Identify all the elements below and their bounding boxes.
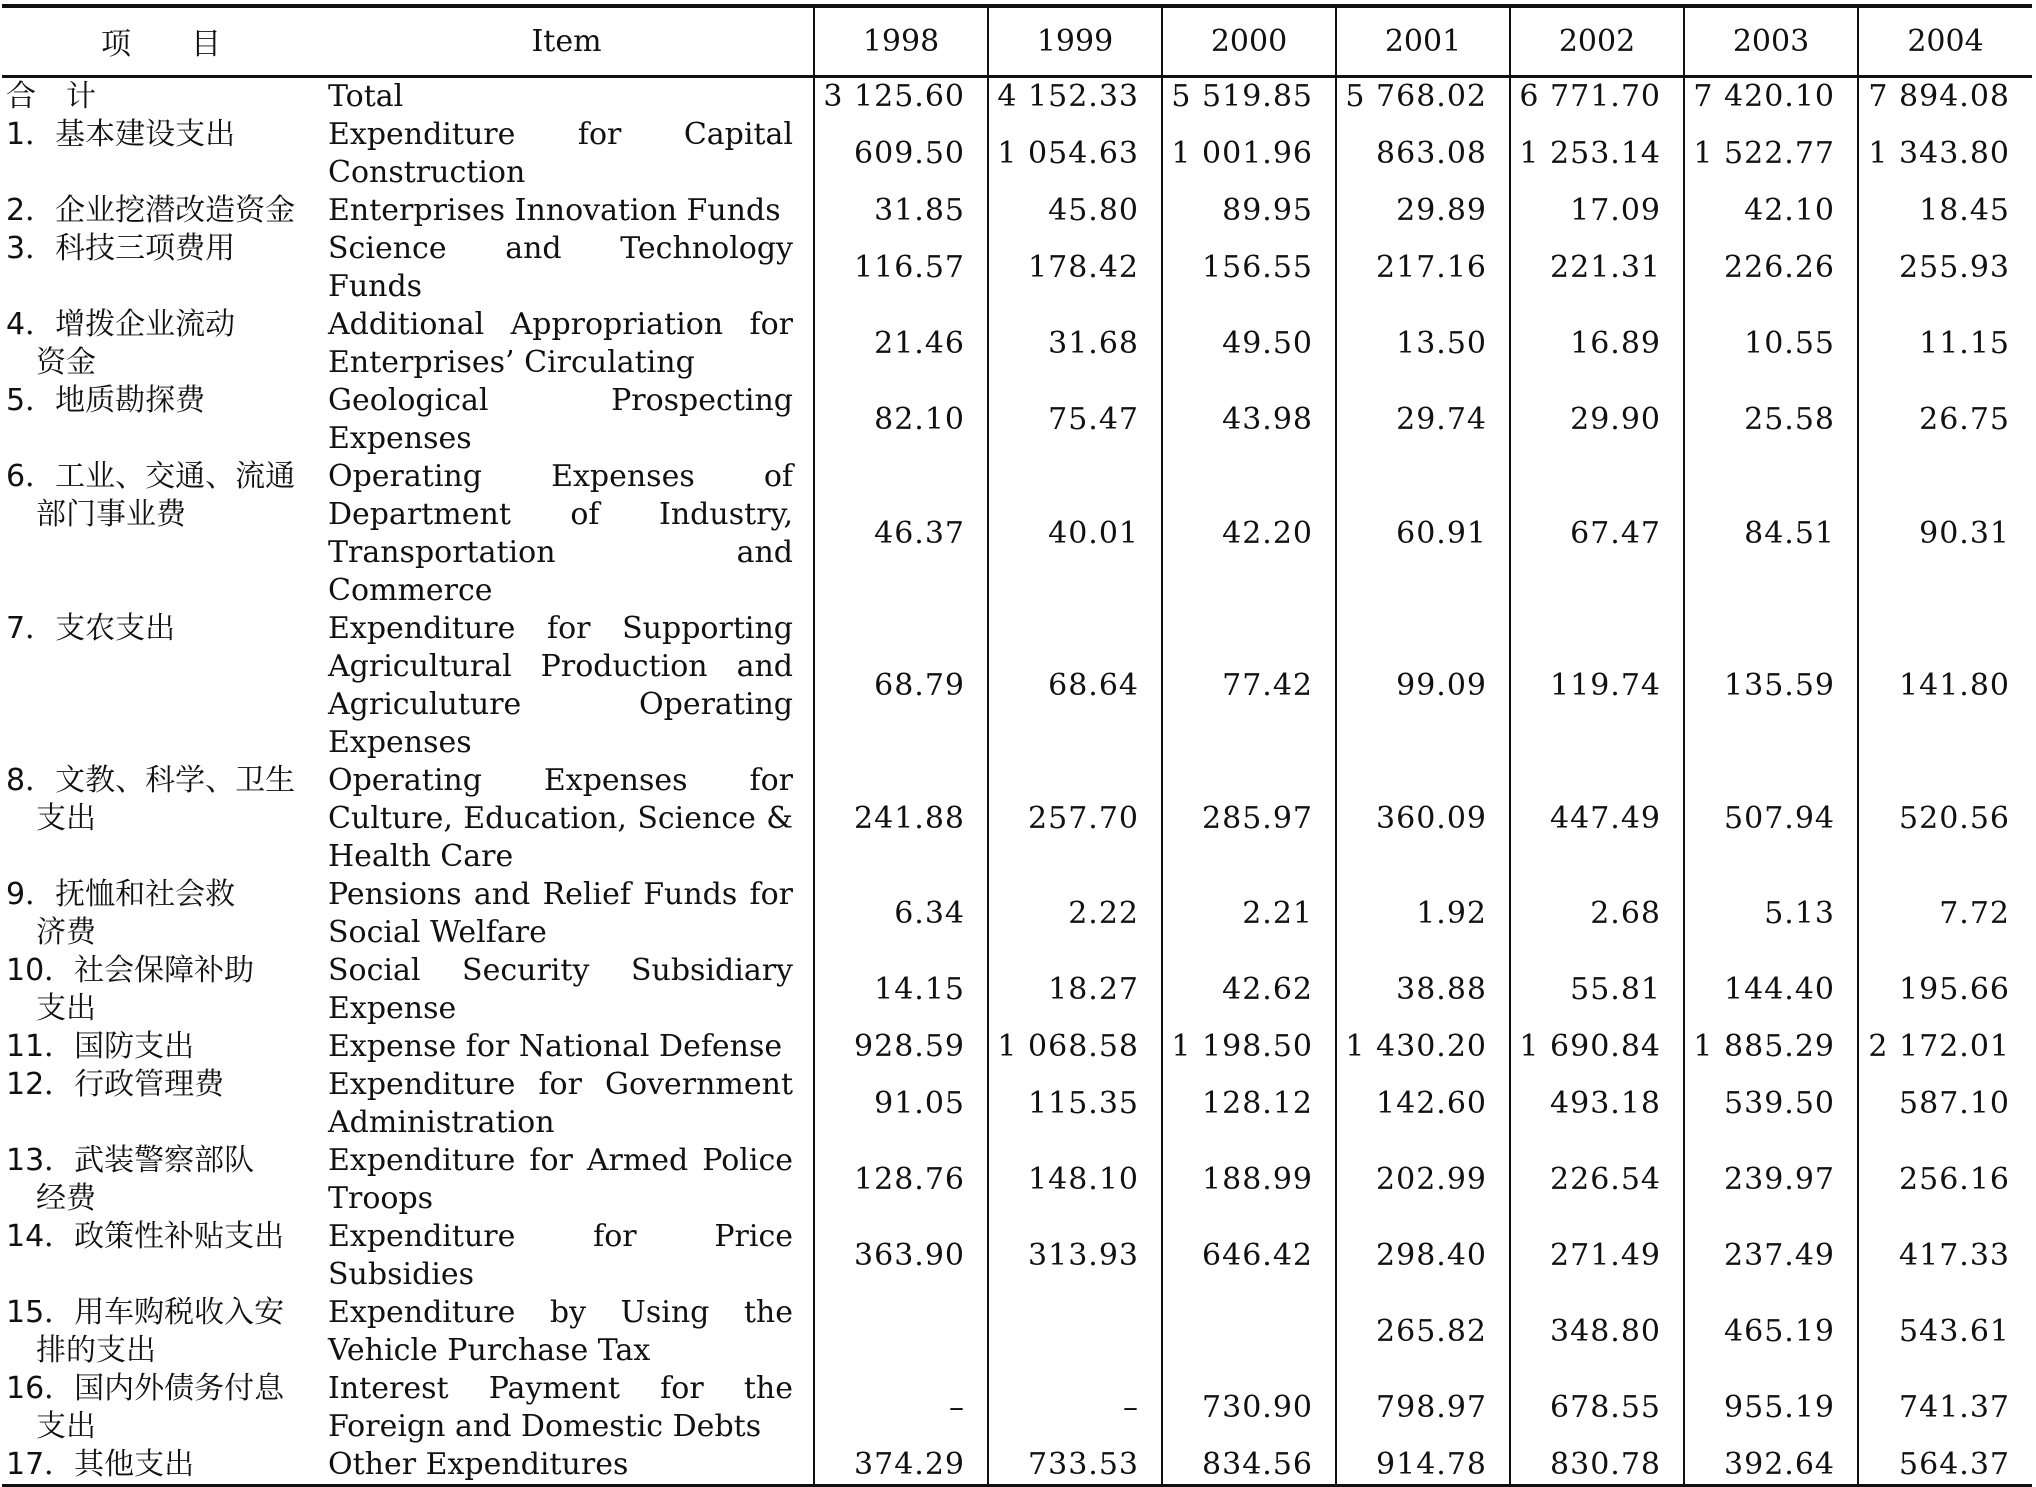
row-label-chinese [2, 952, 320, 1028]
table-row [2, 230, 2032, 306]
row-label-english [320, 610, 814, 762]
table-body [2, 76, 2032, 1485]
row-label-chinese-text: 17．其他支出 [6, 1446, 195, 1482]
row-label-english [320, 458, 814, 610]
table-row [2, 876, 2032, 952]
value-cell: 1 885.29 [1684, 1028, 1858, 1066]
value-cell: 21.46 [814, 306, 988, 382]
table-row [2, 1218, 2032, 1294]
row-label-english-text: Other Expenditures [328, 1446, 629, 1482]
row-label-chinese [2, 1218, 320, 1294]
value-cell: 1 343.80 [1858, 116, 2032, 192]
value-cell: 733.53 [988, 1446, 1162, 1486]
row-label-chinese [2, 1066, 320, 1142]
header-year: 2000 [1162, 6, 1336, 76]
value-cell: 31.85 [814, 192, 988, 230]
row-label-chinese [2, 306, 320, 382]
row-label-chinese-text: 2．企业挖潜改造资金 [6, 192, 296, 228]
value-cell: 11.15 [1858, 306, 2032, 382]
row-label-chinese [2, 1294, 320, 1370]
value-cell: 5.13 [1684, 876, 1858, 952]
value-cell: 178.42 [988, 230, 1162, 306]
value-cell: 17.09 [1510, 192, 1684, 230]
value-cell: 507.94 [1684, 762, 1858, 876]
row-label-chinese [2, 1142, 320, 1218]
value-cell: 128.76 [814, 1142, 988, 1218]
row-label-chinese [2, 1446, 320, 1486]
value-cell: 374.29 [814, 1446, 988, 1486]
value-cell: 271.49 [1510, 1218, 1684, 1294]
value-cell [814, 1294, 988, 1370]
header-year: 2001 [1336, 6, 1510, 76]
table-row [2, 306, 2032, 382]
row-label-english-text: Expenditure for Government Administration [328, 1066, 793, 1140]
value-cell: 298.40 [1336, 1218, 1510, 1294]
value-cell: 135.59 [1684, 610, 1858, 762]
row-label-chinese-text: 16．国内外债务付息 支出 [6, 1370, 285, 1444]
value-cell: 202.99 [1336, 1142, 1510, 1218]
row-label-english [320, 952, 814, 1028]
table-row [2, 382, 2032, 458]
value-cell: 417.33 [1858, 1218, 2032, 1294]
value-cell: 38.88 [1336, 952, 1510, 1028]
row-label-english [320, 876, 814, 952]
row-label-english [320, 306, 814, 382]
value-cell: 75.47 [988, 382, 1162, 458]
value-cell: 128.12 [1162, 1066, 1336, 1142]
value-cell: 1 054.63 [988, 116, 1162, 192]
value-cell: 265.82 [1336, 1294, 1510, 1370]
value-cell: 29.74 [1336, 382, 1510, 458]
header-year: 1999 [988, 6, 1162, 76]
value-cell: 587.10 [1858, 1066, 2032, 1142]
table-row [2, 458, 2032, 610]
row-label-chinese [2, 1370, 320, 1446]
value-cell: 42.62 [1162, 952, 1336, 1028]
value-cell: 646.42 [1162, 1218, 1336, 1294]
row-label-english [320, 1142, 814, 1218]
row-label-chinese [2, 382, 320, 458]
row-label-english-text: Science and Technology Funds [328, 230, 793, 304]
row-label-english [320, 1028, 814, 1066]
table-row [2, 1066, 2032, 1142]
value-cell: 25.58 [1684, 382, 1858, 458]
row-label-english [320, 762, 814, 876]
header-row [2, 6, 2032, 76]
header-item: Item [320, 6, 814, 76]
value-cell: 40.01 [988, 458, 1162, 610]
header-project: 项 目 [2, 6, 320, 76]
value-cell: 10.55 [1684, 306, 1858, 382]
row-label-english-text: Pensions and Relief Funds for Social Welfare [328, 876, 793, 950]
row-label-chinese-text: 13．武装警察部队 经费 [6, 1142, 255, 1216]
value-cell: 1 690.84 [1510, 1028, 1684, 1066]
row-label-english [320, 1218, 814, 1294]
value-cell: 82.10 [814, 382, 988, 458]
value-cell [988, 1294, 1162, 1370]
value-cell: 188.99 [1162, 1142, 1336, 1218]
value-cell: 7.72 [1858, 876, 2032, 952]
value-cell: 830.78 [1510, 1446, 1684, 1486]
row-label-chinese-text: 7．支农支出 [6, 610, 176, 646]
value-cell: 798.97 [1336, 1370, 1510, 1446]
value-cell: 7 894.08 [1858, 76, 2032, 116]
value-cell: 741.37 [1858, 1370, 2032, 1446]
value-cell: 1 430.20 [1336, 1028, 1510, 1066]
row-label-chinese [2, 610, 320, 762]
value-cell: 60.91 [1336, 458, 1510, 610]
value-cell: 1 522.77 [1684, 116, 1858, 192]
expenditure-table [2, 4, 2032, 1487]
row-label-chinese [2, 192, 320, 230]
row-label-english-text: Expense for National Defense [328, 1028, 783, 1064]
value-cell: 4 152.33 [988, 76, 1162, 116]
value-cell: 90.31 [1858, 458, 2032, 610]
row-label-english [320, 1370, 814, 1446]
row-label-english-text: Operating Expenses of Department of Industry, Transportation and Commerce [328, 458, 793, 608]
value-cell: 29.89 [1336, 192, 1510, 230]
value-cell: 313.93 [988, 1218, 1162, 1294]
value-cell: 115.35 [988, 1066, 1162, 1142]
table-row [2, 610, 2032, 762]
row-label-english [320, 76, 814, 116]
table-row [2, 1142, 2032, 1218]
value-cell: 14.15 [814, 952, 988, 1028]
row-label-chinese-text: 14．政策性补贴支出 [6, 1218, 285, 1254]
value-cell: 5 519.85 [1162, 76, 1336, 116]
value-cell: 116.57 [814, 230, 988, 306]
table-row [2, 1028, 2032, 1066]
value-cell: 67.47 [1510, 458, 1684, 610]
value-cell: 834.56 [1162, 1446, 1336, 1486]
value-cell: 520.56 [1858, 762, 2032, 876]
value-cell: 5 768.02 [1336, 76, 1510, 116]
value-cell: 141.80 [1858, 610, 2032, 762]
value-cell: 195.66 [1858, 952, 2032, 1028]
value-cell: 1 198.50 [1162, 1028, 1336, 1066]
value-cell: 285.97 [1162, 762, 1336, 876]
value-cell: 148.10 [988, 1142, 1162, 1218]
value-cell: 13.50 [1336, 306, 1510, 382]
row-label-english-text: Operating Expenses for Culture, Education, Science & Health Care [328, 762, 793, 874]
value-cell: 2.22 [988, 876, 1162, 952]
value-cell: 2.21 [1162, 876, 1336, 952]
value-cell: 89.95 [1162, 192, 1336, 230]
row-label-english [320, 192, 814, 230]
value-cell: 99.09 [1336, 610, 1510, 762]
row-label-english [320, 1066, 814, 1142]
value-cell: 84.51 [1684, 458, 1858, 610]
value-cell: 29.90 [1510, 382, 1684, 458]
row-label-chinese-text: 4．增拨企业流动 资金 [6, 306, 236, 380]
value-cell: 42.20 [1162, 458, 1336, 610]
row-label-chinese-text: 5．地质勘探费 [6, 382, 206, 418]
value-cell: 465.19 [1684, 1294, 1858, 1370]
value-cell: 45.80 [988, 192, 1162, 230]
value-cell: 3 125.60 [814, 76, 988, 116]
row-label-english-text: Geological Prospecting Expenses [328, 382, 793, 456]
value-cell: 255.93 [1858, 230, 2032, 306]
table-row [2, 1294, 2032, 1370]
value-cell: – [988, 1370, 1162, 1446]
row-label-english-text: Additional Appropriation for Enterprises’ Circulating [328, 306, 793, 380]
row-label-chinese-text: 11．国防支出 [6, 1028, 195, 1064]
row-label-chinese [2, 230, 320, 306]
row-label-english-text: Expenditure for Armed Police Troops [328, 1142, 793, 1216]
row-label-english-text: Expenditure by Using the Vehicle Purchase Tax [328, 1294, 793, 1368]
table-row [2, 1446, 2032, 1486]
value-cell: 77.42 [1162, 610, 1336, 762]
table-row [2, 952, 2032, 1028]
row-label-chinese-text: 6．工业、交通、流通 部门事业费 [6, 458, 296, 532]
value-cell: 1 253.14 [1510, 116, 1684, 192]
value-cell: 6 771.70 [1510, 76, 1684, 116]
value-cell: 68.79 [814, 610, 988, 762]
value-cell: 609.50 [814, 116, 988, 192]
value-cell: 928.59 [814, 1028, 988, 1066]
value-cell: 239.97 [1684, 1142, 1858, 1218]
value-cell: – [814, 1370, 988, 1446]
header-year: 2004 [1858, 6, 2032, 76]
row-label-chinese-text: 12．行政管理费 [6, 1066, 225, 1102]
value-cell: 18.27 [988, 952, 1162, 1028]
value-cell: 1.92 [1336, 876, 1510, 952]
value-cell: 2 172.01 [1858, 1028, 2032, 1066]
row-label-chinese [2, 762, 320, 876]
value-cell: 156.55 [1162, 230, 1336, 306]
value-cell: 678.55 [1510, 1370, 1684, 1446]
value-cell: 43.98 [1162, 382, 1336, 458]
value-cell: 49.50 [1162, 306, 1336, 382]
row-label-chinese [2, 458, 320, 610]
value-cell: 1 001.96 [1162, 116, 1336, 192]
row-label-english [320, 1446, 814, 1486]
value-cell: 392.64 [1684, 1446, 1858, 1486]
value-cell: 348.80 [1510, 1294, 1684, 1370]
value-cell: 257.70 [988, 762, 1162, 876]
row-label-english-text: Expenditure for Capital Construction [328, 116, 793, 190]
value-cell: 7 420.10 [1684, 76, 1858, 116]
value-cell: 863.08 [1336, 116, 1510, 192]
value-cell: 31.68 [988, 306, 1162, 382]
table-row [2, 192, 2032, 230]
value-cell: 217.16 [1336, 230, 1510, 306]
value-cell: 256.16 [1858, 1142, 2032, 1218]
value-cell: 955.19 [1684, 1370, 1858, 1446]
row-label-english [320, 1294, 814, 1370]
value-cell: 42.10 [1684, 192, 1858, 230]
table-row [2, 1370, 2032, 1446]
table-row [2, 76, 2032, 116]
row-label-chinese-text: 15．用车购税收入安 排的支出 [6, 1294, 285, 1368]
row-label-chinese-text: 9．抚恤和社会救 济费 [6, 876, 236, 950]
value-cell: 914.78 [1336, 1446, 1510, 1486]
row-label-chinese-text: 1．基本建设支出 [6, 116, 236, 152]
row-label-english-text: Interest Payment for the Foreign and Domestic Debts [328, 1370, 793, 1444]
value-cell: 730.90 [1162, 1370, 1336, 1446]
row-label-chinese [2, 1028, 320, 1066]
row-label-english-text: Expenditure for Price Subsidies [328, 1218, 793, 1292]
row-label-english-text: Total [328, 78, 404, 114]
row-label-english-text: Expenditure for Supporting Agricultural Production and Agriculuture Operating Expenses [328, 610, 793, 760]
row-label-english [320, 116, 814, 192]
row-label-chinese [2, 76, 320, 116]
value-cell: 18.45 [1858, 192, 2032, 230]
value-cell: 360.09 [1336, 762, 1510, 876]
header-year: 1998 [814, 6, 988, 76]
row-label-english [320, 230, 814, 306]
value-cell: 221.31 [1510, 230, 1684, 306]
value-cell [1162, 1294, 1336, 1370]
value-cell: 447.49 [1510, 762, 1684, 876]
table-row [2, 116, 2032, 192]
value-cell: 493.18 [1510, 1066, 1684, 1142]
row-label-chinese-text: 8．文教、科学、卫生 支出 [6, 762, 296, 836]
value-cell: 564.37 [1858, 1446, 2032, 1486]
row-label-english-text: Social Security Subsidiary Expense [328, 952, 793, 1026]
row-label-english-text: Enterprises Innovation Funds [328, 192, 781, 228]
value-cell: 26.75 [1858, 382, 2032, 458]
value-cell: 241.88 [814, 762, 988, 876]
row-label-chinese [2, 116, 320, 192]
value-cell: 543.61 [1858, 1294, 2032, 1370]
value-cell: 144.40 [1684, 952, 1858, 1028]
header-year: 2003 [1684, 6, 1858, 76]
value-cell: 55.81 [1510, 952, 1684, 1028]
value-cell: 539.50 [1684, 1066, 1858, 1142]
row-label-chinese-text: 3．科技三项费用 [6, 230, 236, 266]
value-cell: 119.74 [1510, 610, 1684, 762]
value-cell: 6.34 [814, 876, 988, 952]
value-cell: 2.68 [1510, 876, 1684, 952]
value-cell: 363.90 [814, 1218, 988, 1294]
value-cell: 91.05 [814, 1066, 988, 1142]
row-label-chinese [2, 876, 320, 952]
header-year: 2002 [1510, 6, 1684, 76]
row-label-chinese-text: 10．社会保障补助 支出 [6, 952, 255, 1026]
value-cell: 16.89 [1510, 306, 1684, 382]
value-cell: 46.37 [814, 458, 988, 610]
value-cell: 226.26 [1684, 230, 1858, 306]
value-cell: 237.49 [1684, 1218, 1858, 1294]
row-label-english [320, 382, 814, 458]
value-cell: 142.60 [1336, 1066, 1510, 1142]
value-cell: 1 068.58 [988, 1028, 1162, 1066]
value-cell: 226.54 [1510, 1142, 1684, 1218]
row-label-chinese-text: 合 计 [6, 78, 96, 114]
table-row [2, 762, 2032, 876]
value-cell: 68.64 [988, 610, 1162, 762]
